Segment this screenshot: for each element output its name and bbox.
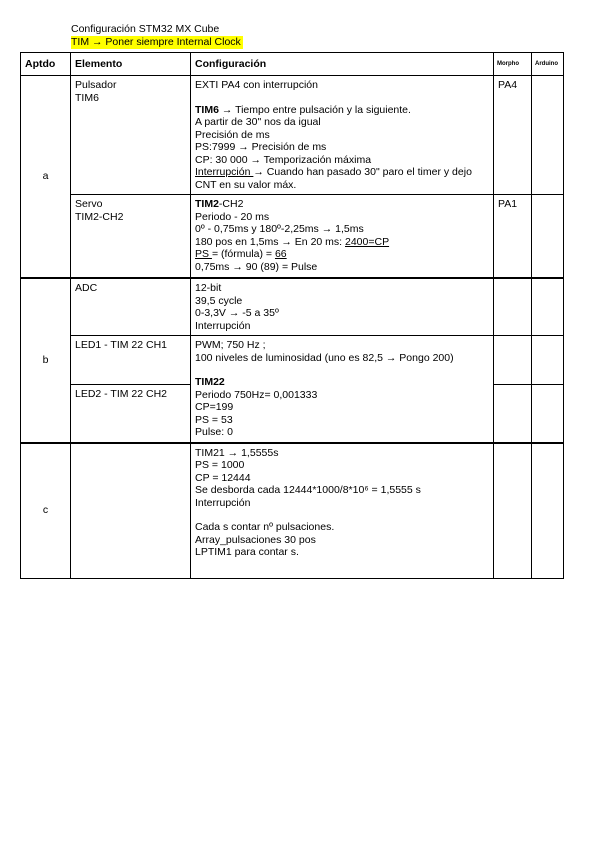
arduino-led1 <box>532 336 564 385</box>
config-line <box>195 166 489 191</box>
document-title: Configuración STM32 MX Cube <box>71 23 220 35</box>
elemento-pulsador <box>71 76 191 195</box>
table-row-pulsador <box>21 76 564 195</box>
config-line: Cada s contar nº pulsaciones. <box>195 521 335 533</box>
elemento-line: TIM6 <box>75 91 99 104</box>
config-line: Se desborda cada 12444*1000/8*10⁶ = 1,5555 s <box>195 484 421 496</box>
config-text: → Cuando han pasado 30" paro el timer y dejo CNT en su valor máx. <box>195 166 472 191</box>
morpho-led2 <box>494 385 532 443</box>
table-header-row <box>21 53 564 76</box>
config-line: EXTI PA4 con interrupción <box>195 79 318 91</box>
timer-name: TIM2 <box>195 198 219 210</box>
config-line: Interrupción <box>195 319 251 332</box>
elemento-line: TIM2-CH2 <box>75 210 124 223</box>
underlined-text: Interrupción <box>195 166 254 178</box>
elemento-adc: ADC <box>71 278 191 336</box>
col-header-arduino: Arduino <box>532 53 564 76</box>
col-header-elemento: Elemento <box>71 53 191 76</box>
config-line: Periodo - 20 ms <box>195 210 270 223</box>
config-line: PWM; 750 Hz ; <box>195 339 266 351</box>
morpho-pulsador: PA4 <box>494 76 532 195</box>
config-line: Periodo 750Hz= 0,001333 <box>195 388 318 401</box>
config-c <box>191 443 494 579</box>
config-line: 0-3,3V → -5 a 35º <box>195 307 279 319</box>
config-pulsador <box>191 76 494 195</box>
config-line: CP=199 <box>195 401 234 413</box>
morpho-adc <box>494 278 532 336</box>
elemento-line: Servo <box>75 198 103 210</box>
table-row-led1 <box>21 336 564 385</box>
config-line <box>195 236 489 249</box>
elemento-c <box>71 443 191 579</box>
col-header-aptdo: Aptdo <box>21 53 71 76</box>
config-line <box>195 248 489 261</box>
config-line: Precisión de ms <box>195 128 270 141</box>
config-line: 100 niveles de luminosidad (uno es 82,5 → Pongo 200) <box>195 351 454 364</box>
config-line: CP = 12444 <box>195 471 251 484</box>
config-line: 39,5 cycle <box>195 294 243 307</box>
section-label-a: a <box>21 76 71 279</box>
config-line: PS:7999 → Precisión de ms <box>195 141 327 153</box>
table-row-c <box>21 443 564 579</box>
underlined-text: 66 <box>274 248 287 260</box>
config-text: 180 pos en 1,5ms → En 20 ms: <box>195 235 345 248</box>
underlined-text: PS <box>195 248 212 260</box>
elemento-servo <box>71 195 191 279</box>
config-text: -CH2 <box>218 198 244 210</box>
highlighted-note: TIM → Poner siempre Internal Clock <box>71 36 241 48</box>
config-line: 0,75ms → 90 (89) = Pulse <box>195 260 318 273</box>
config-text: → Tiempo entre pulsación y la siguiente. <box>218 103 411 116</box>
config-led <box>191 336 494 443</box>
arduino-servo <box>532 195 564 279</box>
arduino-led2 <box>532 385 564 443</box>
config-line: LPTIM1 para contar s. <box>195 546 299 558</box>
section-label-b: b <box>21 278 71 443</box>
config-line: CP: 30 000 → Temporización máxima <box>195 153 372 166</box>
elemento-line: Pulsador <box>75 79 117 91</box>
config-servo <box>191 195 494 279</box>
underlined-text: 2400=CP <box>345 235 390 248</box>
config-adc <box>191 278 494 336</box>
col-header-configuracion: Configuración <box>191 53 494 76</box>
section-label-c: c <box>21 443 71 579</box>
morpho-servo: PA1 <box>494 195 532 279</box>
arduino-adc <box>532 278 564 336</box>
config-line: A partir de 30" nos da igual <box>195 116 321 128</box>
config-line: TIM21 → 1,5555s <box>195 446 279 459</box>
configuration-table <box>20 52 564 579</box>
config-line: PS = 1000 <box>195 459 245 471</box>
elemento-led2: LED2 - TIM 22 CH2 <box>71 385 191 443</box>
config-line <box>195 198 489 211</box>
arduino-pulsador <box>532 76 564 195</box>
morpho-c <box>494 443 532 579</box>
config-line: 0º - 0,75ms y 180º-2,25ms → 1,5ms <box>195 223 364 235</box>
timer-name: TIM22 <box>195 376 225 388</box>
timer-name: TIM6 <box>195 103 219 116</box>
config-line: PS = 53 <box>195 413 233 426</box>
config-line <box>195 376 489 389</box>
table-row-adc <box>21 278 564 336</box>
table-row-servo <box>21 195 564 279</box>
config-line: 12-bit <box>195 282 222 294</box>
config-line: Interrupción <box>195 496 251 509</box>
col-header-morpho: Morpho <box>494 53 532 76</box>
config-line: Array_pulsaciones 30 pos <box>195 533 316 546</box>
config-line: Pulse: 0 <box>195 426 233 438</box>
morpho-led1 <box>494 336 532 385</box>
config-text: = (fórmula) = <box>211 248 275 260</box>
arduino-c <box>532 443 564 579</box>
elemento-led1: LED1 - TIM 22 CH1 <box>71 336 191 385</box>
config-line <box>195 104 489 117</box>
